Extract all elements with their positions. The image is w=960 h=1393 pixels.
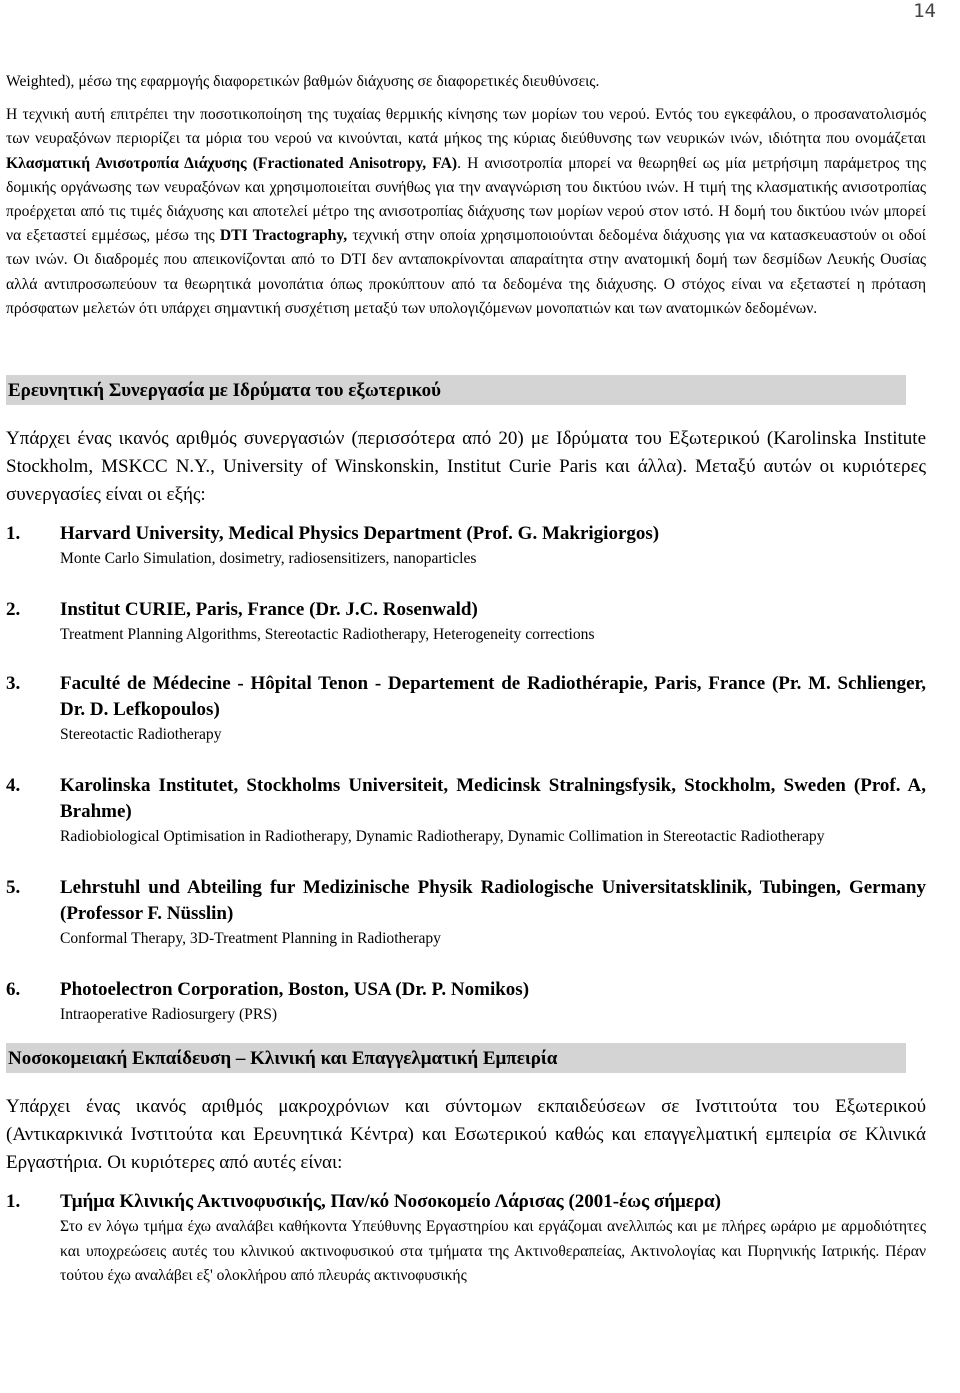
document-body — [6, 70, 926, 1289]
item-number: 2. — [6, 599, 21, 621]
list-item — [6, 977, 926, 1027]
item-title: Τμήμα Κλινικής Ακτινοφυσικής, Παν/κό Νοσοκομείο Λάρισας (2001-έως σήμερα) — [60, 1191, 721, 1213]
item-description: Στο εν λόγω τμήμα έχω αναλάβει καθήκοντα Υπεύθυνης Εργαστηρίου και εργάζομαι ανελλιπώς και με πλήρες ωράριο με αρμοδιότητες και υποχρεώσεις αυτές του κλινικού ακτινοφυσικού στα τμήματα της Ακτινοθεραπείας, Ακτινολογίας και Πυρηνικής Ιατρικής. Πέραν τούτου έχω αναλάβει εξ' ολοκλήρου από πλευράς ακτινοφυσικής — [60, 1218, 926, 1285]
paragraph-weighted: Weighted), μέσω της εφαρμογής διαφορετικών βαθμών διάχυσης σε διαφορετικές διευθύνσεις. — [6, 73, 600, 90]
item-number: 3. — [6, 673, 21, 695]
research-collaboration-list — [6, 521, 926, 1027]
dti-text-1: Η τεχνική αυτή επιτρέπει την ποσοτικοποίηση της τυχαίας θερμικής κίνησης των μορίων του νερού. Εντός του εγκεφάλου, ο προσανατολισμός των νευραξόνων περιορίζει τα μόρια του νερού να κινούνται, κατά μήκος της κύριας διεύθυνσης των νευρικών ινών, ιδιότητα που ονομάζεται — [6, 106, 926, 148]
hospital-training-heading: Νοσοκομειακή Εκπαίδευση – Κλινική και Επαγγελματική Εμπειρία — [6, 1043, 906, 1073]
item-description: Treatment Planning Algorithms, Stereotactic Radiotherapy, Heterogeneity corrections — [60, 626, 595, 644]
item-number: 4. — [6, 775, 21, 797]
list-item — [6, 1189, 926, 1289]
item-description: Intraoperative Radiosurgery (PRS) — [60, 1006, 278, 1024]
dti-text-2: . Η ανισοτροπία μπορεί να θεωρηθεί ως μία μετρήσιμη παράμετρος της δομικής οργάνωσης των νευραξόνων και χρησιμοποιείται συνήθως για την αναγνώριση του δικτύου ινών. Η τιμή της κλασματικής ανισοτροπίας προέρχεται από τις τιμές διάχυσης και αποτελεί μέτρο της ανισοτροπίας διάχυσης των μορίων νερού στον ιστό. Η δομή του δικτύου ινών μπορεί να εξεταστεί εμμέσως, μέσω της — [6, 154, 926, 245]
research-collaboration-heading: Ερευνητική Συνεργασία με Ιδρύματα του εξωτερικού — [6, 375, 906, 405]
item-description: Stereotactic Radiotherapy — [60, 726, 222, 744]
research-intro: Υπάρχει ένας ικανός αριθμός συνεργασιών (περισσότερα από 20) με Ιδρύματα του Εξωτερικού (Karolinska Institute Stockholm, MSKCC N.Y., University of Winskonskin, Institut Curie Paris και άλλα). Μεταξύ αυτών οι κυριότερες συνεργασίες είναι οι εξής: — [6, 428, 926, 506]
paragraph-dti — [6, 103, 926, 321]
training-list — [6, 1189, 926, 1289]
dti-tractography-term: DTI Tractography, — [219, 227, 348, 245]
item-title: Harvard University, Medical Physics Department (Prof. G. Makrigiorgos) — [60, 523, 660, 545]
item-title: Lehrstuhl und Abteiling fur Medizinische Physik Radiologische Universitatsklinik, Tubingen, Germany (Professor F. Nüsslin) — [60, 877, 926, 925]
item-title: Institut CURIE, Paris, France (Dr. J.C. Rosenwald) — [60, 599, 478, 621]
item-number: 1. — [6, 523, 21, 545]
item-title: Faculté de Médecine - Hôpital Tenon - Departement de Radiothérapie, Paris, France (Pr. M. Schlienger, Dr. D. Lefkopoulos) — [60, 673, 926, 721]
item-number: 5. — [6, 877, 21, 899]
page-number: 14 — [913, 0, 936, 22]
list-item — [6, 597, 926, 647]
training-intro: Υπάρχει ένας ικανός αριθμός μακροχρόνιων και σύντομων εκπαιδεύσεων σε Ινστιτούτα του Εξωτερικού (Αντικαρκινικά Ινστιτούτα και Ερευνητικά Κέντρα) και Εσωτερικού καθώς και επαγγελματική εμπειρία σε Κλινικά Εργαστήρια. Οι κυριότερες από αυτές είναι: — [6, 1096, 926, 1174]
fractional-anisotropy-term: Κλασματική Ανισοτροπία Διάχυσης (Fractionated Anisotropy, FA) — [6, 154, 458, 172]
item-number: 1. — [6, 1191, 21, 1213]
item-title: Karolinska Institutet, Stockholms Universiteit, Medicinsk Stralningsfysik, Stockholm, Sweden (Prof. A, Brahme) — [60, 775, 926, 823]
list-item — [6, 773, 926, 849]
item-description: Conformal Therapy, 3D-Treatment Planning in Radiotherapy — [60, 930, 441, 948]
dti-text-3: τεχνική στην οποία χρησιμοποιούνται δεδομένα διάχυσης για να κατασκευαστούν οι οδοί των ινών. Οι διαδρομές που απεικονίζονται από το DTI δεν ανταποκρίνονται απαραίτητα στην ανατομική δομή των δεσμίδων Λευκής Ουσίας αλλά αντιπροσωπεύουν τα θεωρητικά μονοπάτια όπως προκύπτουν από τα δεδομένα της διάχυσης. Ο στόχος είναι να εξεταστεί η πρόταση πρόσφατων μελετών ότι υπάρχει σημαντική συσχέτιση μεταξύ των υπολογιζόμενων μονοπατιών και των ανατομικών δεδομένων. — [6, 227, 926, 317]
list-item — [6, 875, 926, 951]
list-item — [6, 521, 926, 571]
item-number: 6. — [6, 979, 21, 1001]
item-description: Radiobiological Optimisation in Radiotherapy, Dynamic Radiotherapy, Dynamic Collimation in Stereotactic Radiotherapy — [60, 828, 825, 846]
item-description: Monte Carlo Simulation, dosimetry, radiosensitizers, nanoparticles — [60, 550, 477, 568]
item-title: Photoelectron Corporation, Boston, USA (Dr. P. Nomikos) — [60, 979, 530, 1001]
list-item — [6, 671, 926, 747]
